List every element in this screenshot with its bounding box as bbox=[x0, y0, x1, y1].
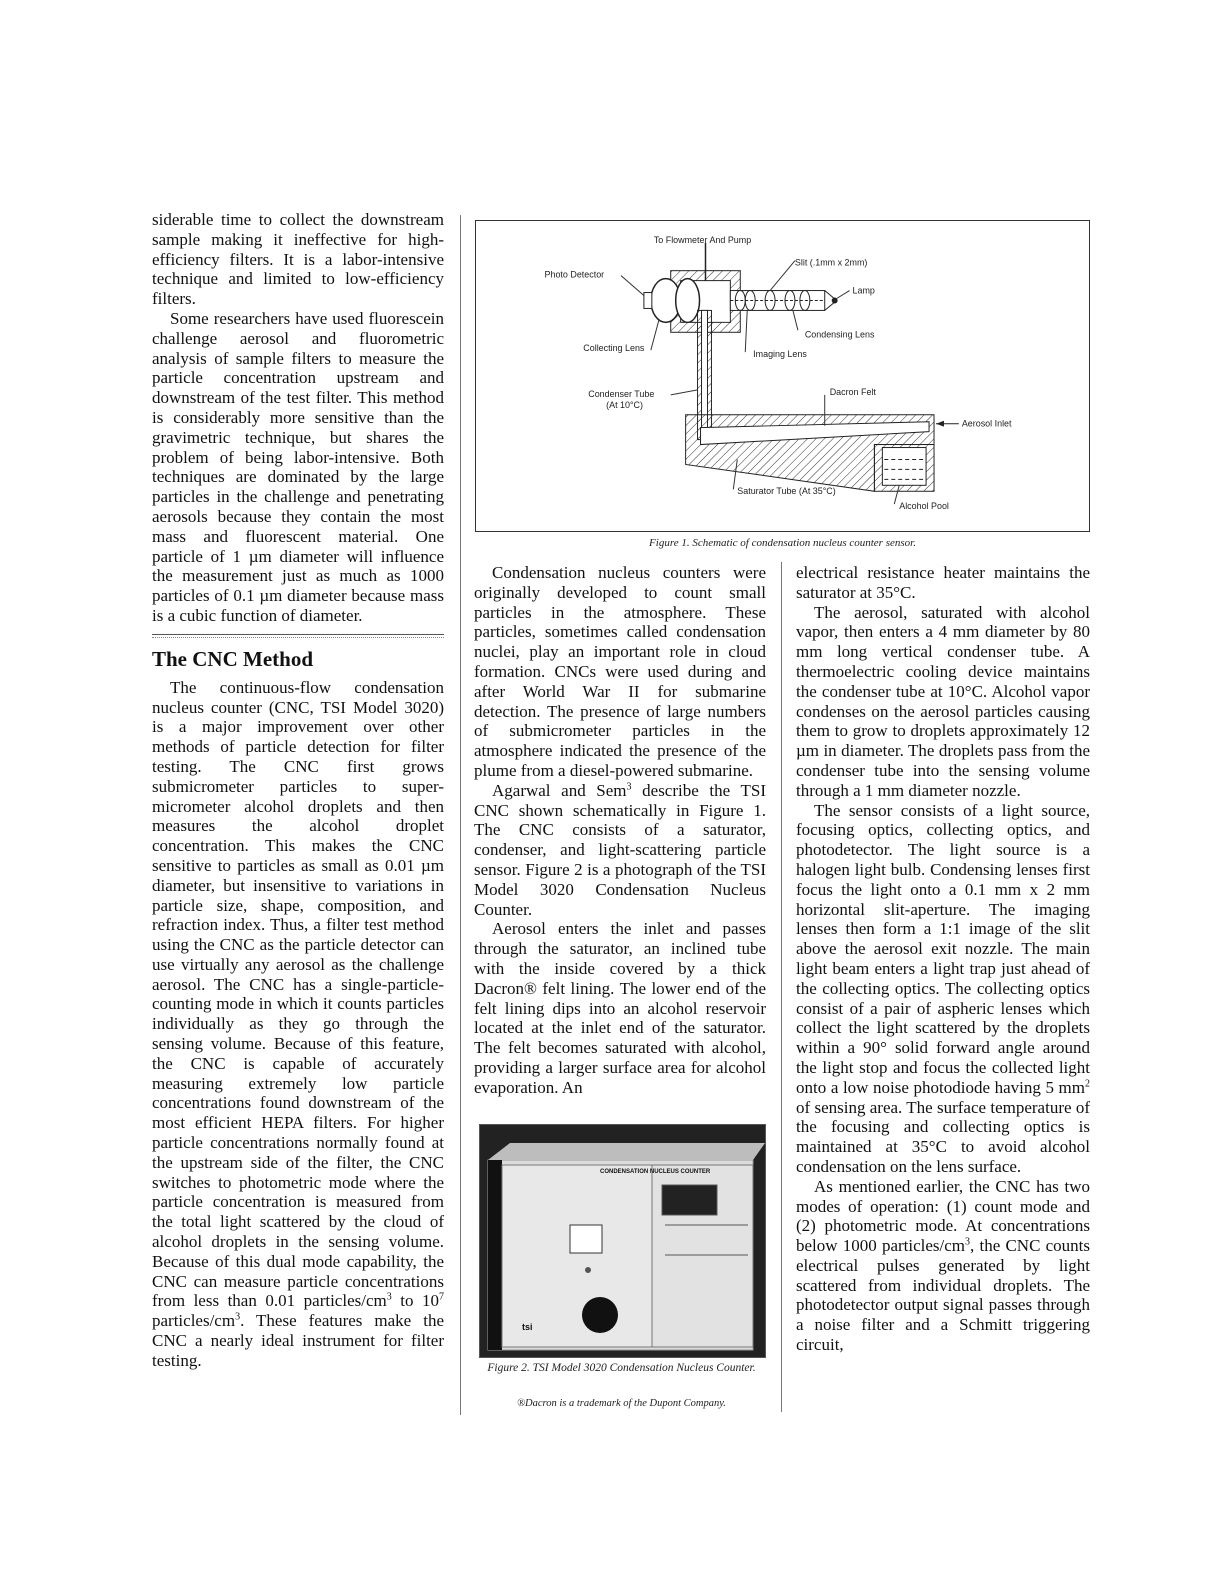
paragraph: Condensation nucleus counters were originally developed to count small particles in the atmosphere. These particles, sometimes called condensation nuclei, play an important role in cloud formation. CNCs were used during and after World War II for submarine detection. The presence of large numbers of submicrometer particles in the atmosphere indicated the presence of the plume from a diesel-powered submarine. bbox=[474, 563, 766, 780]
footnote: ®Dacron is a trademark of the Dupont Company. bbox=[517, 1398, 726, 1409]
paragraph-text: . These features make the CNC a nearly ideal instrument for filter testing. bbox=[152, 1311, 444, 1370]
paragraph bbox=[152, 678, 444, 1371]
column-divider bbox=[781, 562, 782, 1412]
label-lamp: Lamp bbox=[852, 285, 875, 296]
paragraph-text: describe the TSI CNC shown schematically in Figure 1. The CNC consists of a saturator, condenser, and light-scattering particle sensor. Figure 2 is a photograph of the TSI Model 3020 Condensation Nucleus Counter. bbox=[474, 780, 766, 919]
figure-2-caption: Figure 2. TSI Model 3020 Condensation Nucleus Counter. bbox=[487, 1362, 756, 1374]
label-imaging-lens: Imaging Lens bbox=[753, 349, 807, 360]
paragraph bbox=[796, 1177, 1090, 1355]
paragraph: The aerosol, saturated with alcohol vapor, then enters a 4 mm diameter by 80 mm long vertical condenser tube. A thermoelectric cooling device maintains the condenser tube at 10°C. Alcohol vapor condenses on the aerosol particles causing them to grow to droplets approximately 12 µm in diameter. The droplets pass from the condenser tube into the sensing volume through a 1 mm diameter nozzle. bbox=[796, 602, 1090, 800]
paragraph: siderable time to collect the downstream sample making it ineffective for high-efficiency filters. It is a labor-intensive technique and limited to low-efficiency filters. bbox=[152, 210, 444, 309]
photo-detector-icon bbox=[644, 293, 652, 309]
cnc-device-photo bbox=[480, 1125, 765, 1357]
label-slit: Slit (.1mm x 2mm) bbox=[794, 257, 868, 268]
paragraph bbox=[474, 781, 766, 920]
display-icon bbox=[662, 1185, 717, 1215]
panel-title: CONDENSATION NUCLEUS COUNTER bbox=[600, 1169, 711, 1175]
superscript: 3 bbox=[965, 1236, 971, 1248]
tsi-logo: tsi bbox=[522, 1322, 533, 1332]
superscript: 3 bbox=[386, 1291, 392, 1303]
text-column-2 bbox=[474, 563, 766, 1098]
superscript: 2 bbox=[1085, 1078, 1090, 1090]
knob-icon bbox=[582, 1297, 618, 1333]
superscript: 3 bbox=[235, 1311, 241, 1323]
figure-2-photo bbox=[479, 1124, 766, 1358]
paragraph: Some researchers have used fluorescein challenge aerosol and fluorometric analysis of sample filters to measure the particle concentration upstream and downstream of the test filter. This method is considerably more sensitive than the gravimetric technique, but shares the problem of being labor-intensive. Both techniques are dominated by the large particles in the challenge and penetrating aerosols because they contain the most mass and fluorescent material. One particle of 1 µm diameter will influence the measurement just as much as 1000 particles of 0.1 µm diameter because mass is a cubic function of diameter. bbox=[152, 308, 444, 625]
label-condensing-lens: Condensing Lens bbox=[804, 329, 875, 340]
label-condenser-tube: Condenser Tube bbox=[588, 388, 655, 399]
cnc-sensor-diagram bbox=[476, 221, 1089, 531]
label-dacron-felt: Dacron Felt bbox=[829, 386, 876, 397]
paragraph bbox=[796, 801, 1090, 1177]
label-flowmeter: To Flowmeter And Pump bbox=[653, 234, 752, 245]
figure-1-schematic bbox=[475, 220, 1090, 532]
meter-icon bbox=[570, 1225, 602, 1253]
figure-1-caption: Figure 1. Schematic of condensation nucleus counter sensor. bbox=[649, 537, 916, 549]
section-heading: The CNC Method bbox=[152, 646, 313, 671]
label-photo-detector: Photo Detector bbox=[544, 269, 605, 280]
paragraph-text: Agarwal and Sem bbox=[492, 780, 627, 800]
paragraph-text: The continuous-flow condensation nucleus counter (CNC, TSI Model 3020) is a major improvement over other methods of particle detection for filter testing. The CNC first grows submicrometer particles to super-micrometer alcohol droplets and then measures the alcohol droplet concentration. This makes the CNC sensitive to particles as small as 0.01 µm diameter, but insensitive to variations in particle size, shape, composition, and refraction index. Thus, a filter test method using the CNC as the particle detector can use virtually any aerosol as the challenge aerosol. The CNC has a single-particle-counting mode in which it counts particles individually as they go through the sensing volume. Because of this feature, the CNC is capable of accurately measuring extremely low particle concentrations found downstream of the most efficient HEPA filters. For higher particle concentrations normally found at the upstream side of the filter, the CNC switches to photometric mode where the particle concentration is measured from the total light scattered by the cloud of alcohol droplets in the sensing volume. Because of this dual mode capability, the CNC can measure particle concentrations from less than 0.01 particles/cm bbox=[152, 677, 444, 1311]
superscript: 3 bbox=[626, 781, 632, 793]
paragraph-text: The sensor consists of a light source, focusing optics, collecting optics, and photodetector. The light source is a halogen light bulb. Condensing lenses first focus the light onto a 0.1 mm x 2 mm horizontal slit-aperture. The imaging lenses then form a 1:1 image of the slit above the aerosol exit nozzle. The main light beam enters a light trap just ahead of the collecting optics. The collecting optics consist of a pair of aspheric lenses which collect the light scattered by the droplets within a 90° solid forward angle around the light stop and focus the collected light onto a low noise photodiode having 5 mm bbox=[796, 800, 1090, 1097]
column-divider bbox=[460, 215, 461, 1415]
paragraph: electrical resistance heater maintains the saturator at 35°C. bbox=[796, 563, 1090, 602]
paragraph-text: , the CNC counts electrical pulses generated by light scattered from individual droplets. The photodetector output signal passes through a noise filter and a Schmitt triggering circuit, bbox=[796, 1236, 1090, 1355]
section-divider bbox=[152, 634, 444, 635]
paragraph: Aerosol enters the inlet and passes through the saturator, an inclined tube with the inside covered by a thick Dacron® felt lining. The lower end of the felt lining dips into an alcohol reservoir located at the inlet end of the saturator. The felt becomes saturated with alcohol, providing a larger surface area for alcohol evaporation. An bbox=[474, 919, 766, 1097]
superscript: 7 bbox=[439, 1291, 444, 1303]
paragraph-text: of sensing area. The surface temperature of the focusing and collecting optics is maintained at 35°C to avoid alcohol condensation on the lens surface. bbox=[796, 1097, 1090, 1176]
paragraph-text: to 10 bbox=[391, 1291, 439, 1311]
label-aerosol-inlet: Aerosol Inlet bbox=[961, 418, 1012, 429]
paragraph-text: As mentioned earlier, the CNC has two modes of operation: (1) count mode and (2) photometric mode. At concentrations below 1000 particles/cm bbox=[796, 1176, 1090, 1256]
paragraph-text: particles/cm bbox=[152, 1311, 236, 1331]
label-saturator-tube: Saturator Tube (At 35°C) bbox=[737, 486, 836, 497]
collecting-lens-icon bbox=[676, 279, 700, 323]
text-column-3 bbox=[796, 563, 1090, 1355]
label-collecting-lens: Collecting Lens bbox=[583, 343, 645, 354]
label-condenser-temp: (At 10°C) bbox=[606, 399, 643, 410]
section-divider bbox=[152, 637, 444, 638]
label-alcohol-pool: Alcohol Pool bbox=[899, 501, 949, 512]
text-column-1 bbox=[152, 210, 444, 1371]
